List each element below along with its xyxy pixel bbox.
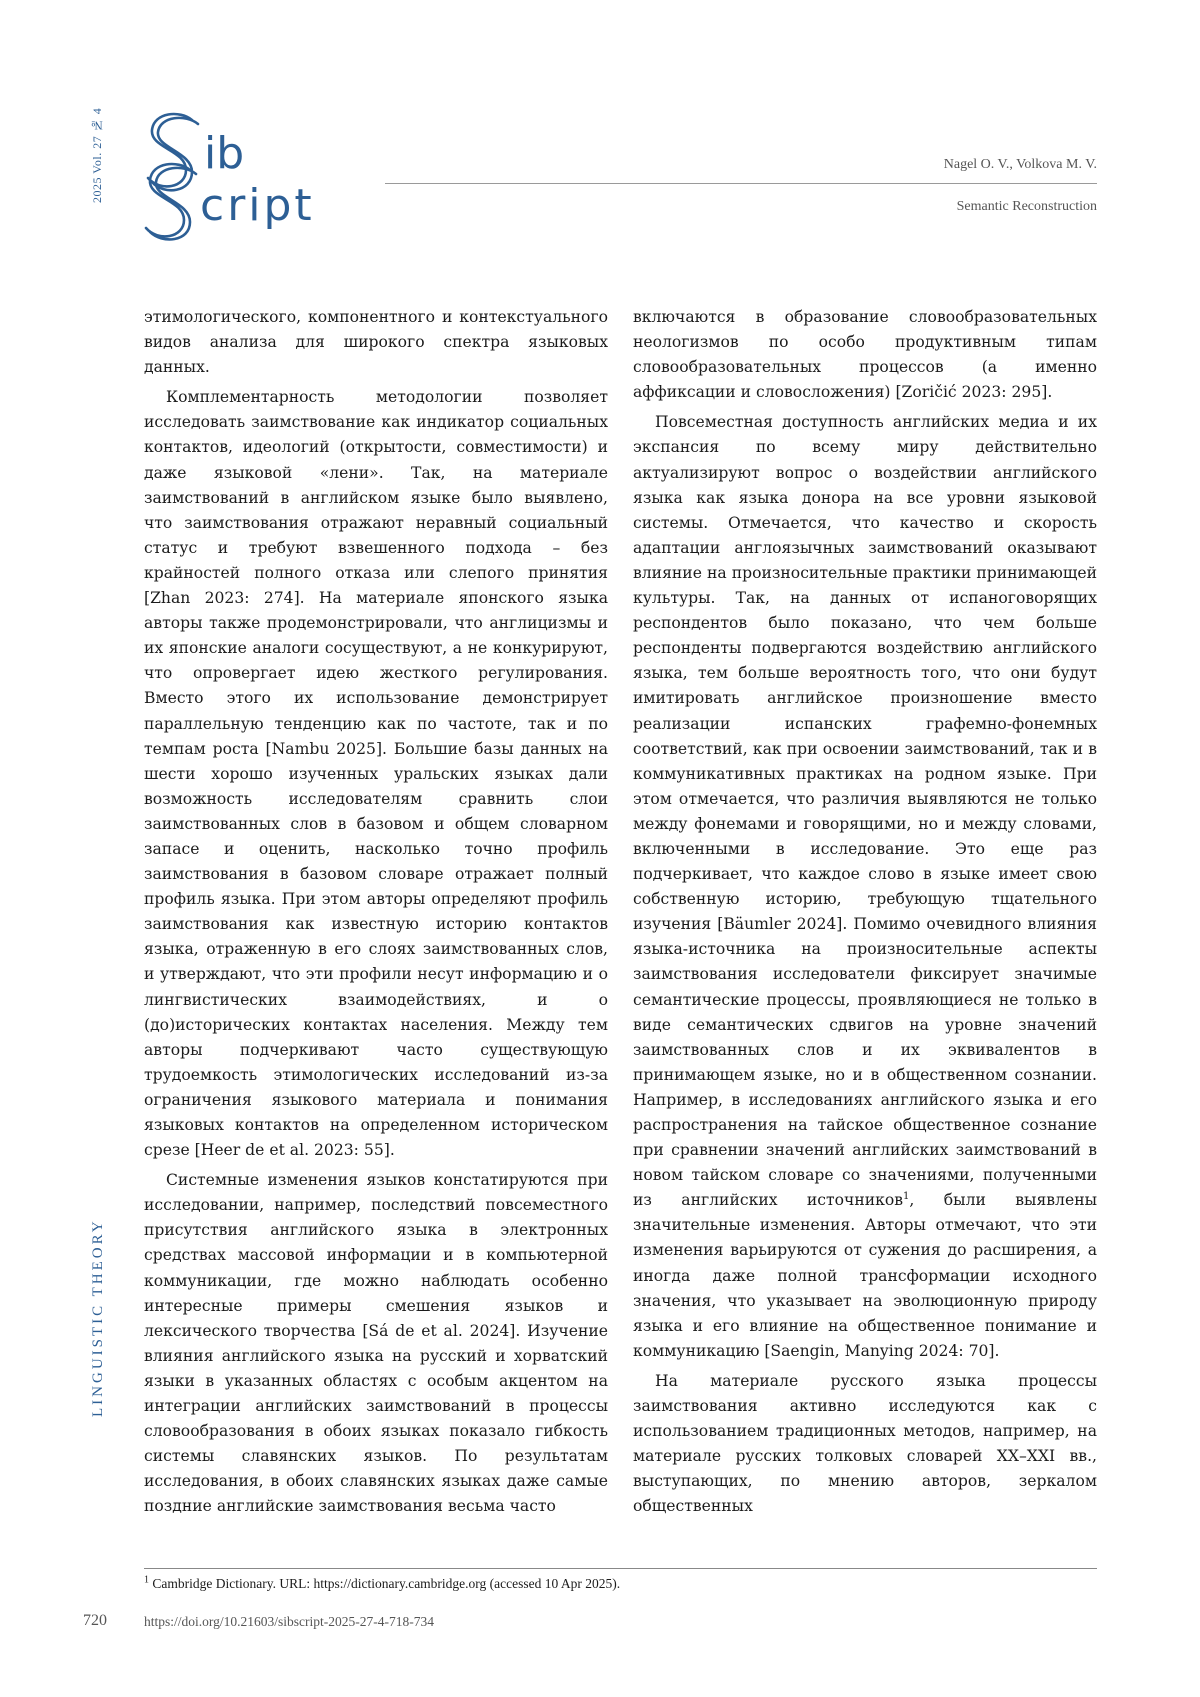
section-label: LINGUISTIC THEORY <box>90 1218 107 1580</box>
paragraph: включаются в образование словообразовательных неологизмов по особо продуктивным типам словообразовательных процессов (а именно аффиксации и словосложения) [Zoričić 2023: 295]. <box>633 305 1097 405</box>
paragraph: этимологического, компонентного и контекстуального видов анализа для широкого спектра языковых данных. <box>144 305 608 380</box>
journal-issue-label: 2025 Vol. 27 № 4 <box>90 108 105 236</box>
svg-text:ib: ib <box>204 128 244 179</box>
footnote <box>144 1576 620 1592</box>
doi-link[interactable]: https://doi.org/10.21603/sibscript-2025-27-4-718-734 <box>144 1614 434 1630</box>
header-divider <box>385 183 1097 184</box>
footnote-divider <box>144 1568 1097 1569</box>
left-column <box>144 305 608 1520</box>
paragraph: Системные изменения языков констатируются при исследовании, например, последствий повсеместного присутствия английского языка в электронных средствах массовой информации и в компьютерной коммуникации, где можно наблюдать особенно интересные примеры смешения языков и лексического творчества [Sá de et al. 2024]. Изучение влияния английского языка на русский и хорватский языки в указанных областях с особым акцентом на интеграции английских заимствований в процессы словообразования в обоих языках показало гибкость системы славянских языков. По результатам исследования, в обоих славянских языках даже самые поздние английские заимствования весьма часто <box>144 1168 608 1519</box>
paragraph-text: Повсеместная доступность английских медиа и их экспансия по всему миру действительно актуализируют вопрос о воздействии английского языка как языка донора на все уровни языковой системы. Отмечается, что качество и скорость адаптации англоязычных заимствований оказывают влияние на произносительные практики принимающей культуры. Так, на данных от испаноговорящих респондентов было показано, что чем больше респонденты подвергаются воздействию английского языка, тем больше вероятность того, что они будут имитировать английское произношение вместо реализации испанских графемно-фонемных соответствий, как при освоении заимствований, так и в коммуникативных практиках на родном языке. При этом отмечается, что различия выявляются не только между фонемами и говорящими, но и между словами, включенными в исследование. Это еще раз подчеркивает, что каждое слово в языке имеет свою собственную историю, требующую тщательного изучения [Bäumler 2024]. Помимо очевидного влияния языка-источника на произносительные аспекты заимствования исследователи фиксирует значимые семантические процессы, проявляющиеся не только в виде семантических сдвигов на уровне значений заимствованных слов и их эквивалентов в принимающем языке, но и в общественном сознании. Например, в исследованиях английского языка и его распространения на тайское общественное сознание при сравнении значений английских заимствований в новом тайском словаре со значениями, полученными из английских источников <box>633 413 1097 1209</box>
paragraph: На материале русского языка процессы заимствования активно исследуются как с использованием традиционных методов, например, на материале русских толковых словарей XX–XXI вв., выступающих, по мнению авторов, зеркалом общественных <box>633 1369 1097 1520</box>
paragraph <box>633 410 1097 1364</box>
running-head-section: Semantic Reconstruction <box>957 199 1097 215</box>
paragraph: Комплементарность методологии позволяет исследовать заимствование как индикатор социальных контактов, идеологий (открытости, совместимости) и даже языковой «лени». Так, на материале заимствований в английском языке было выявлено, что заимствования отражают неравный социальный статус и требуют взвешенного подхода – без крайностей полного отказа или слепого принятия [Zhan 2023: 274]. На материале японского языка авторы также продемонстрировали, что англицизмы и их японские аналоги сосуществуют, а не конкурируют, что опровергает идею жесткого регулирования. Вместо этого их использование демонстрирует параллельную тенденцию как по частоте, так и по темпам роста [Nambu 2025]. Большие базы данных на шести хорошо изученных уральских языках дали возможность исследователям сравнить слои заимствованных слов в базовом и общем словарном запасе и оценить, насколько точно профиль заимствования в базовом словаре отражает полный профиль языка. При этом авторы определяют профиль заимствования как известную историю контактов языка, отраженную в его слоях заимствованных слов, и утверждают, что эти профили несут информацию и о лингвистических взаимодействиях, и о (до)исторических контактах населения. Между тем авторы подчеркивают часто существующую трудоемкость этимологических исследований из-за ограничения языкового материала и понимания языковых контактов на определенном историческом срезе [Heer de et al. 2023: 55]. <box>144 385 608 1163</box>
svg-text:cript: cript <box>200 180 315 231</box>
paragraph-text: , были выявлены значительные изменения. Авторы отмечают, что эти изменения варьируются от сужения до расширения, а иногда даже полной трансформации исходного значения, что указывает на эволюционную природу языка и его влияние на общественное понимание и коммуникацию [Saengin, Manying 2024: 70]. <box>633 1191 1097 1360</box>
footnote-text: Cambridge Dictionary. URL: https://dictionary.cambridge.org (accessed 10 Apr 2025). <box>149 1576 620 1591</box>
right-column <box>633 305 1097 1520</box>
sibscript-logo <box>140 108 370 243</box>
footnote-mark: 1 <box>144 1575 149 1586</box>
page-number: 720 <box>83 1612 107 1630</box>
footnote-ref[interactable]: 1 <box>903 1191 909 1202</box>
running-head-authors: Nagel O. V., Volkova M. V. <box>944 157 1097 173</box>
